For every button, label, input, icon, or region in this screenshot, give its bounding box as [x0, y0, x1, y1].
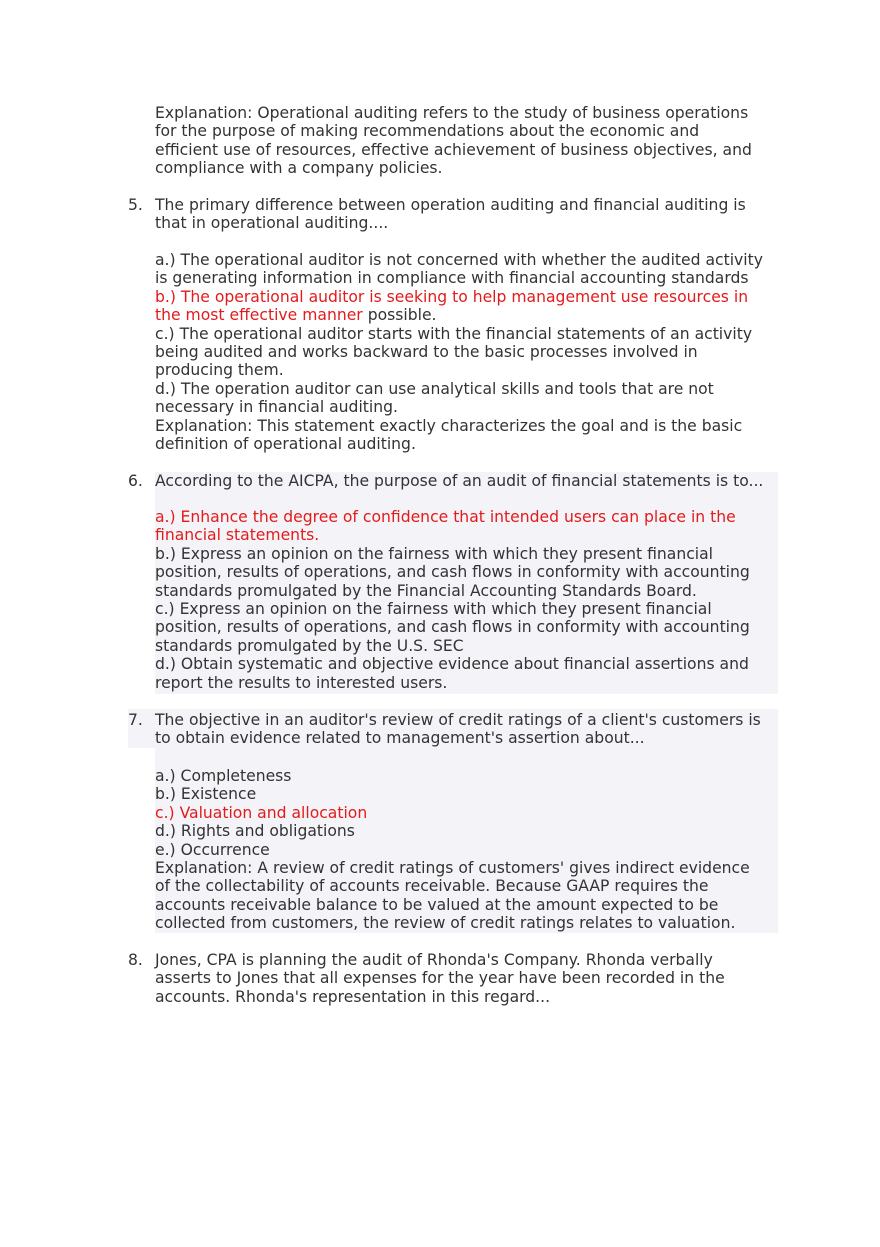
- option-a-line: is generating information in compliance with financial accounting standards: [155, 269, 749, 288]
- option-b: b.) Existence: [155, 785, 257, 804]
- option-c-line: being audited and works backward to the basic processes involved in: [155, 343, 698, 362]
- option-d-line: necessary in financial auditing.: [155, 398, 398, 417]
- question-number: 7.: [128, 711, 143, 729]
- option-b-rest-text: possible.: [362, 306, 437, 325]
- q4-explanation: [155, 104, 780, 178]
- question-text-line: According to the AICPA, the purpose of an audit of financial statements is to...: [155, 472, 764, 490]
- explanation-line: for the purpose of making recommendations about the economic and: [155, 122, 700, 141]
- question-text-line: accounts. Rhonda's representation in this regard...: [155, 987, 551, 1006]
- explanation-line: definition of operational auditing.: [155, 435, 416, 454]
- explanation-line: efficient use of resources, effective achievement of business objectives, and: [155, 140, 752, 159]
- question-6-options: [155, 508, 780, 692]
- option-d-line: d.) Obtain systematic and objective evidence about financial assertions and: [155, 655, 749, 674]
- option-d: d.) Rights and obligations: [155, 822, 355, 841]
- question-5-options: [155, 251, 780, 453]
- option-a-line: a.) The operational auditor is not concerned with whether the audited activity: [155, 251, 763, 269]
- option-e: e.) Occurrence: [155, 840, 270, 859]
- explanation-line: collected from customers, the review of credit ratings relates to valuation.: [155, 914, 736, 933]
- explanation-line: Explanation: This statement exactly characterizes the goal and is the basic: [155, 416, 743, 435]
- option-b-line-2: [155, 306, 780, 324]
- explanation-line: compliance with a company policies.: [155, 159, 443, 178]
- question-number: 6.: [128, 472, 143, 490]
- explanation-line: Explanation: A review of credit ratings of customers' gives indirect evidence: [155, 859, 750, 878]
- question-text-line: asserts to Jones that all expenses for the year have been recorded in the: [155, 969, 725, 988]
- question-text-line: Jones, CPA is planning the audit of Rhonda's Company. Rhonda verbally: [155, 951, 713, 969]
- question-number: 5.: [128, 196, 143, 214]
- option-a-correct-line: financial statements.: [155, 526, 320, 545]
- option-c-line: standards promulgated by the U.S. SEC: [155, 636, 464, 655]
- question-text-line: that in operational auditing....: [155, 214, 389, 233]
- question-text-line: The primary difference between operation auditing and financial auditing is: [155, 196, 746, 214]
- question-text-line: The objective in an auditor's review of credit ratings of a client's customers is: [155, 711, 761, 729]
- option-c-line: producing them.: [155, 361, 284, 380]
- option-d-line: d.) The operation auditor can use analytical skills and tools that are not: [155, 379, 714, 398]
- option-c-line: c.) The operational auditor starts with the financial statements of an activity: [155, 324, 753, 343]
- option-c-correct: c.) Valuation and allocation: [155, 803, 368, 822]
- option-b-line: b.) Express an opinion on the fairness with which they present financial: [155, 544, 714, 563]
- option-a-correct-line: a.) Enhance the degree of confidence that intended users can place in the: [155, 508, 736, 526]
- option-c-line: c.) Express an opinion on the fairness with which they present financial: [155, 600, 712, 619]
- question-number: 8.: [128, 951, 143, 969]
- question-7: [155, 711, 780, 748]
- explanation-line: Explanation: Operational auditing refers to the study of business operations: [155, 104, 749, 122]
- option-b-line: standards promulgated by the Financial Accounting Standards Board.: [155, 581, 697, 600]
- option-b-correct-line: b.) The operational auditor is seeking to help management use resources in: [155, 287, 749, 306]
- option-b-line: position, results of operations, and cash flows in conformity with accounting: [155, 563, 750, 582]
- question-text-line: to obtain evidence related to management's assertion about...: [155, 729, 645, 748]
- option-d-line: report the results to interested users.: [155, 673, 448, 692]
- option-b-correct-text: the most effective manner: [155, 306, 363, 325]
- question-5: [155, 196, 780, 233]
- question-6: [155, 472, 780, 490]
- explanation-line: of the collectability of accounts receivable. Because GAAP requires the: [155, 877, 709, 896]
- question-7-options: [155, 767, 780, 933]
- option-a: a.) Completeness: [155, 767, 292, 785]
- option-c-line: position, results of operations, and cash flows in conformity with accounting: [155, 618, 750, 637]
- question-8: [155, 951, 780, 1006]
- explanation-line: accounts receivable balance to be valued at the amount expected to be: [155, 895, 719, 914]
